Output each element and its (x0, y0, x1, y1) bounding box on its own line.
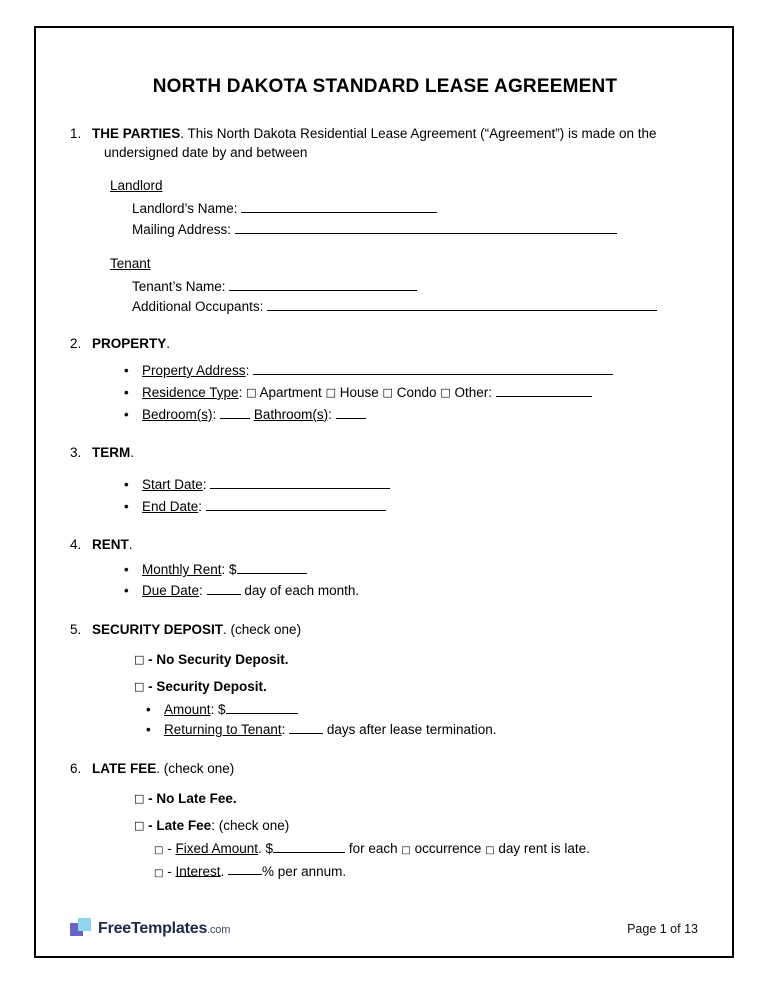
property-period: . (166, 336, 171, 352)
page-number: Page 1 of 13 (627, 922, 698, 936)
fixed-amount-input[interactable] (273, 839, 345, 853)
bedrooms-label: Bedroom(s) (142, 406, 213, 422)
start-date-item (124, 474, 700, 496)
logo-brand: FreeTemplates (98, 920, 208, 937)
returning-to-tenant-item (146, 720, 700, 740)
end-date-label: End Date (142, 499, 199, 514)
bathrooms-colon: : (328, 406, 332, 422)
interest-label: Interest (175, 863, 221, 879)
additional-occupants-label: Additional Occupants: (132, 299, 264, 315)
freetemplates-logo[interactable] (70, 918, 230, 940)
property-address-input[interactable] (253, 361, 613, 375)
end-date-colon: : (198, 499, 203, 514)
checkbox-no-security-deposit-icon[interactable]: □ (134, 652, 145, 666)
additional-occupants-input[interactable] (267, 297, 657, 311)
late-fee-label: - Late Fee (148, 817, 212, 833)
logo-mark-icon (70, 918, 92, 940)
tenant-name-row (132, 277, 700, 297)
rent-heading: RENT (92, 536, 129, 552)
logo-dotcom: .com (207, 924, 231, 936)
no-security-deposit-label: - No Security Deposit. (148, 651, 289, 667)
option-house-label: House (339, 384, 379, 400)
parties-heading: THE PARTIES (92, 126, 181, 141)
monthly-rent-label: Monthly Rent (142, 562, 222, 578)
monthly-rent-input[interactable] (237, 561, 307, 575)
returning-label: Returning to Tenant (164, 721, 282, 737)
rent-list (70, 560, 700, 601)
checkbox-house-icon[interactable]: □ (325, 385, 336, 399)
term-heading-row (70, 444, 700, 463)
property-list (70, 360, 700, 426)
tenant-name-input[interactable] (229, 277, 417, 291)
no-security-deposit-row (134, 652, 700, 667)
property-address-colon: : (245, 362, 250, 378)
checkbox-apartment-icon[interactable]: □ (246, 385, 257, 399)
end-date-item (124, 496, 700, 518)
property-address-label: Property Address (142, 362, 246, 378)
tenant-name-label: Tenant’s Name: (132, 278, 226, 294)
end-date-input[interactable] (206, 497, 386, 511)
rent-number: 4. (70, 536, 82, 552)
parties-paragraph (70, 124, 700, 162)
start-date-input[interactable] (210, 475, 390, 489)
residence-type-colon: : (238, 384, 243, 400)
day-rent-late-label: day rent is late. (498, 840, 590, 856)
due-date-input[interactable] (207, 581, 241, 595)
bedrooms-bathrooms-item (124, 404, 700, 426)
returning-suffix: days after lease termination. (326, 721, 497, 737)
checkbox-security-deposit-icon[interactable]: □ (134, 679, 145, 693)
term-number: 3. (70, 444, 82, 460)
monthly-rent-item (124, 560, 700, 580)
checkbox-fixed-amount-icon[interactable]: □ (154, 844, 164, 856)
interest-colon: . (220, 863, 225, 879)
checkbox-no-late-fee-icon[interactable]: □ (134, 791, 145, 805)
due-date-label: Due Date (142, 582, 200, 598)
property-address-item (124, 360, 700, 382)
option-apartment-label: Apartment (259, 384, 322, 400)
property-heading-row (70, 335, 700, 354)
due-date-suffix: day of each month. (244, 582, 360, 598)
security-deposit-label: - Security Deposit. (148, 678, 267, 694)
landlord-name-row (132, 199, 700, 219)
rent-heading-row (70, 536, 700, 555)
parties-text: . This North Dakota Residential Lease Agreement (“Agreement”) is made on the undersigned date by and between (104, 126, 657, 161)
section-term (70, 444, 700, 518)
deposit-amount-input[interactable] (226, 700, 298, 714)
option-other-label: Other: (454, 384, 492, 400)
checkbox-day-rent-late-icon[interactable]: □ (485, 844, 495, 856)
interest-row (154, 862, 700, 879)
deposit-amount-colon: : $ (210, 701, 226, 717)
monthly-rent-colon: : $ (221, 562, 237, 578)
property-number: 2. (70, 336, 82, 352)
checkbox-late-fee-icon[interactable]: □ (134, 818, 145, 832)
additional-occupants-row (132, 297, 700, 317)
section-parties (70, 124, 700, 317)
occurrence-label: occurrence (414, 840, 482, 856)
term-period: . (130, 444, 135, 460)
no-late-fee-row (134, 791, 700, 806)
document-content (70, 62, 700, 890)
interest-input[interactable] (228, 862, 262, 876)
fixed-amount-colon: . $ (258, 840, 274, 856)
security-deposit-number: 5. (70, 621, 82, 637)
property-heading: PROPERTY (92, 336, 167, 352)
due-date-colon: : (199, 582, 203, 598)
rent-period: . (128, 536, 133, 552)
fixed-amount-row (154, 839, 700, 856)
late-fee-heading-row (70, 760, 700, 779)
returning-colon: : (281, 721, 286, 737)
late-fee-number: 6. (70, 761, 82, 777)
term-heading: TERM (92, 444, 131, 460)
late-fee-note: . (check one) (156, 761, 235, 777)
bedrooms-colon: : (212, 406, 217, 422)
section-security-deposit (70, 621, 700, 740)
bathrooms-label: Bathroom(s) (253, 406, 329, 422)
section-late-fee (70, 760, 700, 878)
residence-type-item (124, 382, 700, 404)
tenant-label: Tenant (110, 255, 151, 271)
late-fee-heading: LATE FEE (92, 761, 157, 777)
late-fee-row (134, 818, 700, 833)
option-condo-label: Condo (396, 384, 437, 400)
residence-type-label: Residence Type (142, 384, 239, 400)
section-rent (70, 536, 700, 601)
start-date-label: Start Date (142, 477, 203, 493)
start-date-colon: : (202, 477, 207, 493)
deposit-amount-item (146, 700, 700, 720)
bedrooms-input[interactable] (220, 405, 250, 419)
fixed-amount-for-each: for each (348, 840, 398, 856)
due-date-item (124, 581, 700, 601)
page-footer (70, 918, 698, 940)
parties-number: 1. (70, 126, 82, 141)
security-deposit-note: . (check one) (223, 621, 302, 637)
option-other-input[interactable] (496, 383, 592, 397)
security-deposit-row (134, 679, 700, 694)
landlord-name-input[interactable] (241, 200, 437, 214)
section-property (70, 335, 700, 425)
logo-text (98, 920, 230, 938)
returning-days-input[interactable] (289, 720, 323, 734)
fixed-amount-label: Fixed Amount (175, 840, 259, 856)
fixed-amount-dash: - (167, 840, 172, 856)
term-list (70, 474, 700, 518)
landlord-address-row (132, 220, 700, 240)
page-title: NORTH DAKOTA STANDARD LEASE AGREEMENT (152, 76, 618, 97)
late-fee-sub-note: : (check one) (211, 817, 290, 833)
security-deposit-details (70, 700, 700, 741)
landlord-label: Landlord (110, 178, 163, 194)
security-deposit-heading-row (70, 621, 700, 640)
interest-suffix: % per annum. (262, 863, 347, 879)
landlord-name-label: Landlord’s Name: (132, 201, 238, 217)
checkbox-condo-icon[interactable]: □ (382, 385, 393, 399)
no-late-fee-label: - No Late Fee. (148, 790, 237, 806)
interest-dash: - (167, 863, 172, 879)
landlord-address-input[interactable] (235, 220, 617, 234)
checkbox-occurrence-icon[interactable]: □ (401, 844, 411, 856)
deposit-amount-label: Amount (164, 701, 211, 717)
landlord-address-label: Mailing Address: (132, 221, 232, 237)
bathrooms-input[interactable] (336, 405, 366, 419)
security-deposit-heading: SECURITY DEPOSIT (92, 621, 224, 637)
checkbox-interest-icon[interactable]: □ (154, 867, 164, 879)
checkbox-other-icon[interactable]: □ (440, 385, 451, 399)
